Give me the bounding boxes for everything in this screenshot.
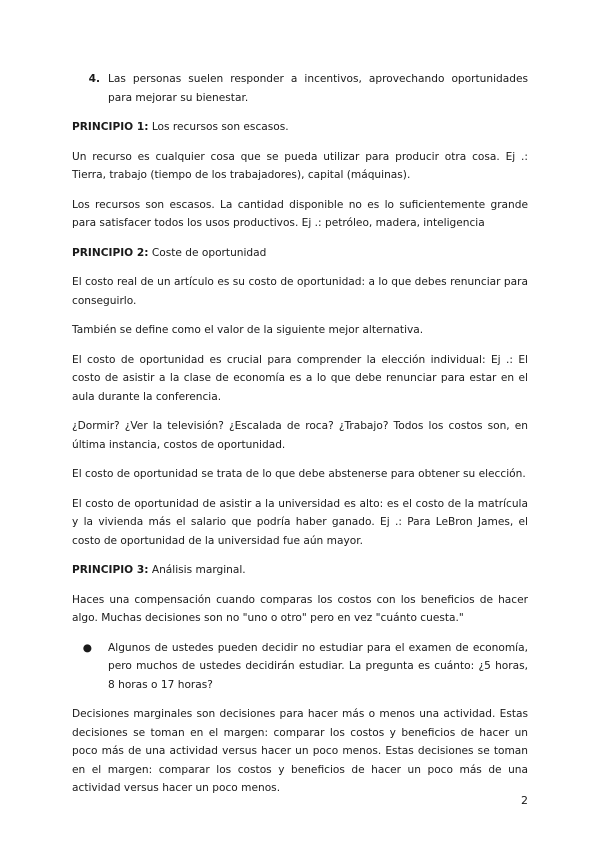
- principle-title: Coste de oportunidad: [148, 246, 267, 259]
- principle-title: Los recursos son escasos.: [148, 121, 289, 133]
- list-item-text: Las personas suelen responder a incentivos, aprovechando oportunidades para mejorar su bienestar.: [108, 73, 528, 104]
- principle-3-heading: [72, 561, 528, 580]
- bullet-icon: ●: [82, 641, 92, 654]
- paragraph: El costo de oportunidad de asistir a la universidad es alto: es el costo de la matrícula y la vivienda más el salario que podría haber ganado. Ej .: Para LeBron James, el costo de oportunidad de la universidad fue aún mayor.: [72, 497, 528, 547]
- paragraph: El costo de oportunidad se trata de lo que debe abstenerse para obtener su elección.: [72, 468, 526, 480]
- list-item-4: [72, 70, 528, 107]
- paragraph: Un recurso es cualquier cosa que se pueda utilizar para producir otra cosa. Ej .: Tierra, trabajo (tiempo de los trabajadores), capital (máquinas).: [72, 150, 528, 181]
- principle-label: PRINCIPIO 3:: [72, 564, 149, 576]
- principle-title: Análisis marginal.: [148, 564, 246, 576]
- principle-label: PRINCIPIO 2:: [72, 246, 149, 259]
- principle-label: PRINCIPIO 1:: [72, 121, 149, 133]
- bullet-text: Algunos de ustedes pueden decidir no estudiar para el examen de economía, pero muchos de ustedes decidirán estudiar. La pregunta es cuánto: ¿5 horas, 8 horas o 17 horas?: [108, 641, 528, 691]
- list-number: 4.: [88, 73, 100, 85]
- paragraph: Decisiones marginales son decisiones para hacer más o menos una actividad. Estas decisiones se toman en el margen: comparar los costos y beneficios de hacer un poco más de una actividad versus hacer un poco menos. Estas decisiones se toman en el margen: comparar los costos y beneficios de hacer un poco más de una actividad versus hacer un poco menos.: [72, 708, 528, 794]
- paragraph: Los recursos son escasos. La cantidad disponible no es lo suficientemente grande para satisfacer todos los usos productivos. Ej .: petróleo, madera, inteligencia: [72, 198, 528, 229]
- paragraph: ¿Dormir? ¿Ver la televisión? ¿Escalada de roca? ¿Trabajo? Todos los costos son, en última instancia, costos de oportunidad.: [72, 420, 528, 451]
- bullet-item: [72, 639, 528, 695]
- principle-2-heading: [72, 244, 528, 263]
- paragraph: El costo de oportunidad es crucial para comprender la elección individual: Ej .: El costo de asistir a la clase de economía es a lo que debe renunciar para estar en el aula durante la conferencia.: [72, 353, 528, 403]
- paragraph: Haces una compensación cuando comparas los costos con los beneficios de hacer algo. Muchas decisiones son no "uno o otro" pero en vez "cuánto cuesta.": [72, 593, 528, 624]
- paragraph: El costo real de un artículo es su costo de oportunidad: a lo que debes renunciar para conseguirlo.: [72, 276, 528, 307]
- page-number: 2: [521, 794, 528, 807]
- principle-1-heading: [72, 118, 528, 137]
- document-page: [72, 70, 528, 809]
- paragraph: También se define como el valor de la siguiente mejor alternativa.: [72, 324, 424, 336]
